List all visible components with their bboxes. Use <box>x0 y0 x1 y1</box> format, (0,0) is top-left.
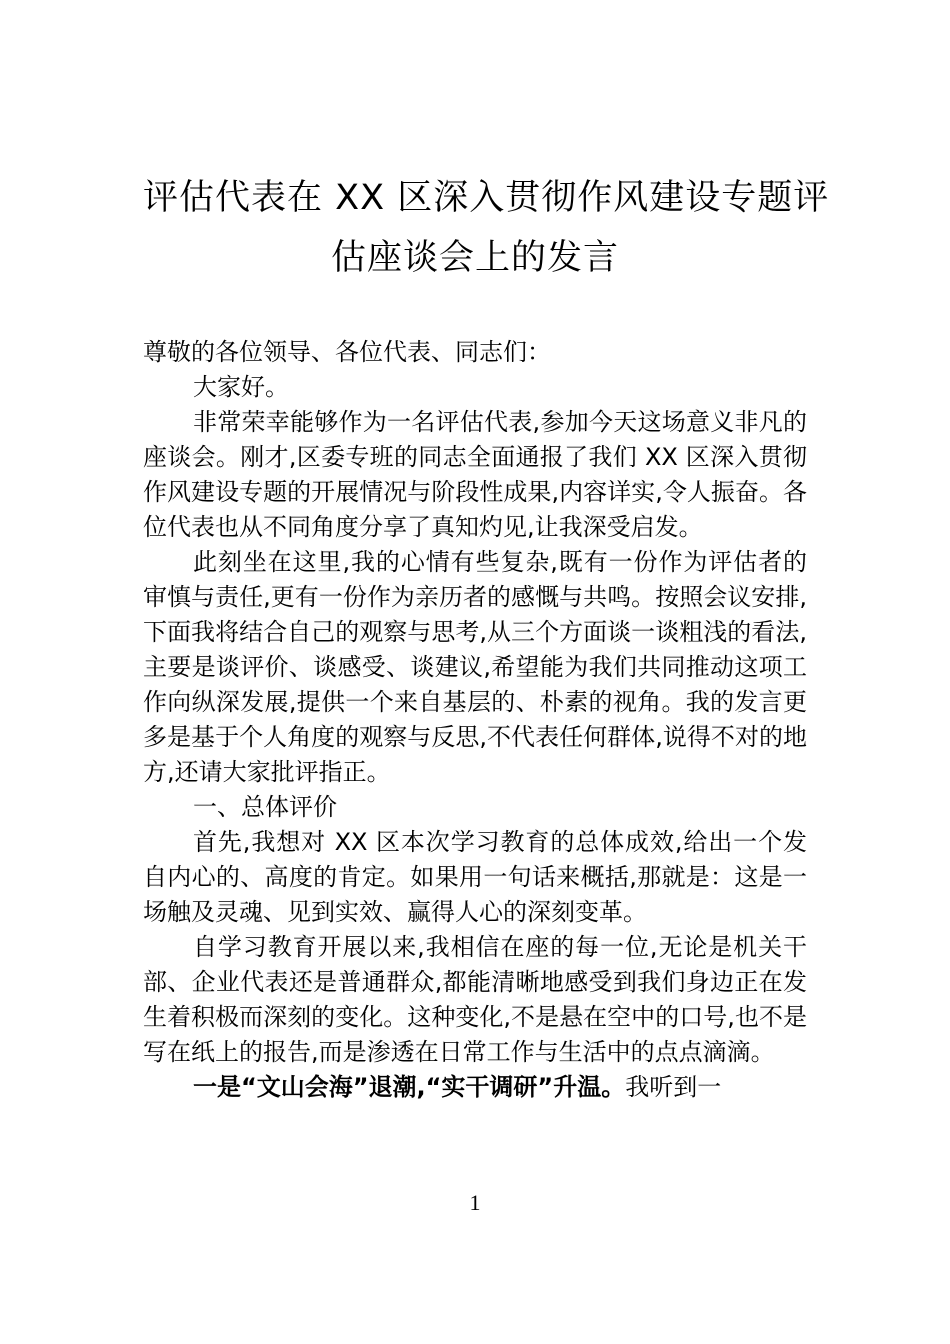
title-line-1: 评估代表在 XX 区深入贯彻作风建设专题评 <box>143 178 830 218</box>
title-line-2: 估座谈会上的发言 <box>330 238 619 278</box>
point-one-text: 我听到一 <box>625 1073 722 1101</box>
document-body <box>143 335 807 1105</box>
paragraph-feelings: 此刻坐在这里,我的心情有些复杂,既有一份作为评估者的审慎与责任,更有一份作为亲历者的感慨与共鸣。按照会议安排,下面我将结合自己的观察与思考,从三个方面谈一谈粗浅的看法,主要是谈评价、谈感受、谈建议,希望能为我们共同推动这项工作向纵深发展,提供一个来自基层的、朴素的视角。我的发言更多是基于个人角度的观察与反思,不代表任何群体,说得不对的地方,还请大家批评指正。 <box>143 548 807 786</box>
paragraph-intro: 非常荣幸能够作为一名评估代表,参加今天这场意义非凡的座谈会。刚才,区委专班的同志全面通报了我们 XX 区深入贯彻作风建设专题的开展情况与阶段性成果,内容详实,令人振奋。各位代表也从不同角度分享了真知灼见,让我深受启发。 <box>143 408 807 541</box>
paragraph-evaluation: 首先,我想对 XX 区本次学习教育的总体成效,给出一个发自内心的、高度的肯定。如果用一句话来概括,那就是：这是一场触及灵魂、见到实效、赢得人心的深刻变革。 <box>143 828 807 926</box>
paragraph-point-one <box>143 1070 807 1105</box>
section-heading: 一、总体评价 <box>193 793 337 821</box>
page-number: 1 <box>469 1190 481 1215</box>
paragraph-changes: 自学习教育开展以来,我相信在座的每一位,无论是机关干部、企业代表还是普通群众,都能清晰地感受到我们身边正在发生着积极而深刻的变化。这种变化,不是悬在空中的口号,也不是写在纸上的报告,而是渗透在日常工作与生活中的点点滴滴。 <box>143 933 807 1066</box>
salutation: 尊敬的各位领导、各位代表、同志们： <box>143 338 551 366</box>
document-title <box>143 168 830 288</box>
point-one-lead: 一是“文山会海”退潮,“实干调研”升温。 <box>193 1073 626 1101</box>
greeting: 大家好。 <box>193 373 289 401</box>
